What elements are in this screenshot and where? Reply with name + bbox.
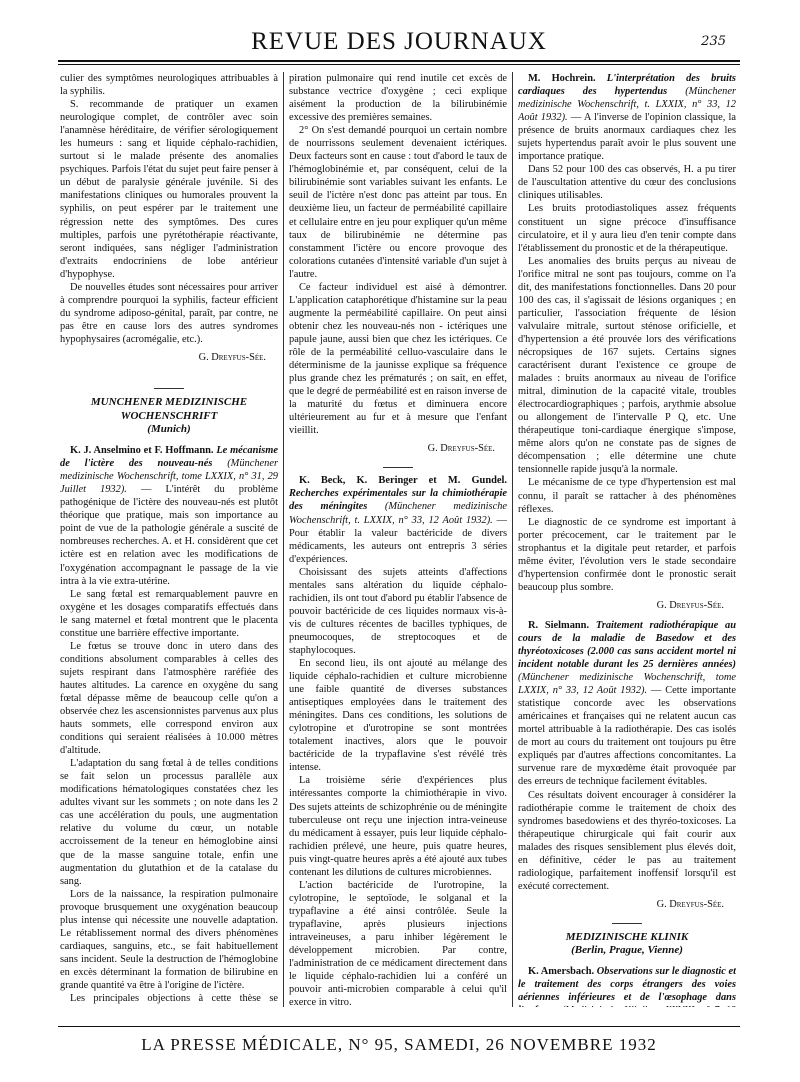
article-title: Recherches expérimentales sur la chimiothérapie des méningites <box>289 488 507 513</box>
signature: G. Dreyfus-Sée. <box>427 443 495 455</box>
article-reference: (Münchener medizinische Wochenschrift, t. LXXIX, n° 33, 12 Août 1932). <box>518 86 736 124</box>
paragraph: Les bruits protodiastoliques assez fréquents constituent un signe précoce d'insuffisance circulatoire, et il y aura lieu d'en tenir compte dans l'établissement du pronostic et de la thérapeutique. <box>518 203 736 254</box>
paragraph: Le diagnostic de ce syndrome est important à porter précocement, car le traitement par le strophantus et la digitale peut retarder, et parfois même éviter, l'évolution vers le stade secondaire d'hypertension confirmée dont le pronostic serait beaucoup plus sombre. <box>518 516 736 593</box>
footer-rule <box>58 1026 740 1027</box>
article-head <box>518 965 736 1007</box>
page-footer: LA PRESSE MÉDICALE, N° 95, SAMEDI, 26 NOVEMBRE 1932 <box>141 1035 657 1054</box>
signature: G. Dreyfus-Sée. <box>656 898 724 910</box>
journal-city: (Berlin, Prague, Vienne) <box>571 943 683 956</box>
article-text: — L'intérêt du problème pathogénique de l'ictère des nouveau-nés est plutôt théorique que pratique, mais son importance au point de vue de la pathologie générale a suscité de nombreuses recherches. A. et H. considèrent que cet ictère est en relation avec les modifications de l'oxygénation accompagnant le passage de la vie intra à la vie extra-utérine. <box>60 484 278 587</box>
paragraph: L'adaptation du sang fœtal à de telles conditions se fait selon un processus parallèle aux modifications hématologiques constatées chez les adultes vivant sur les sommets ; on note dans les 2 cas une accélération du pouls, une augmentation relative du volume du cœur, un notable accroissement de la teneur en hémoglobine ainsi que de la masse sanguine totale, enfin une augmentation du glutathion et de la catalase du sang. <box>60 758 278 887</box>
separator <box>154 388 184 389</box>
paragraph: culier des symptômes neurologiques attribuables à la syphilis. <box>60 73 278 98</box>
article-title: Le mécanisme de l'ictère des nouveau-nés <box>60 445 278 470</box>
paragraph: De nouvelles études sont nécessaires pour arriver à comprendre pourquoi la syphilis, facteur efficient du syndrome adiposo-génital, paraît, par contre, ne pas être en cause lors des autres syndromes hypophysaires (acromégalie, etc.). <box>60 281 278 345</box>
separator <box>383 467 413 468</box>
column-divider <box>512 72 513 1007</box>
column-middle <box>289 72 507 1007</box>
article-title: Observations sur le diagnostic et le traitement des corps étrangers des voies aériennes inférieures et de l'œsophage dans <box>518 966 736 1004</box>
page-number: 235 <box>701 34 726 49</box>
article-text: — Cette importante statistique concorde avec les observations américaines et françaises qui ne relatent aucun cas mortel attribuable à la radiothérapie. Des cas isolés de mort au cours du traitement ont toujours pu être expliqués par d'autres affections concomitantes. La survenue rare de myxœdème était provoquée par des erreurs de technique facilement évitables. <box>518 685 736 788</box>
article-authors: R. Sielmann. <box>528 619 590 631</box>
article-head <box>60 444 278 588</box>
paragraph: Choisissant des sujets atteints d'affections mentales sans altération du liquide céphalo-rachidien, ils ont tout d'abord pu établir l'absence de pouvoir bactéricide de ces liquides normaux vis-à-vis de cultures récentes de bacilles typhiques, de pneumocoques, de streptocoques et de staphylocoques. <box>289 566 507 656</box>
paragraph: Dans 52 pour 100 des cas observés, H. a pu tirer de l'auscultation attentive du cœur des conclusions cliniques utilisables. <box>518 164 736 202</box>
article-title: Traitement radiothérapique au cours de la maladie de Basedow et des thyréotoxicoses (2.000 cas sans accident mortel ni incident notable durant les 25 dernières années) <box>518 619 736 671</box>
paragraph: 2° On s'est demandé pourquoi un certain nombre de nourrissons seulement devenaient ictériques. Deux facteurs sont en cause : tout d'abord le taux de l'hémoglobinémie et, par conséquent, celui de la bilirubinémie sont variables suivant les enfants. Le seuil de l'ictère n'est donc pas atteint par tous. En deuxième lieu, un facteur de perméabilité capillaire et cellulaire entre en jeu pour expliquer qu'un même taux de bilirubinémie ne détermine pas constamment l'ictère ou encore provoque des colorations cutanées d'intensité variable d'un sujet à l'autre. <box>289 125 507 280</box>
article-head <box>289 474 507 565</box>
header-rule <box>58 60 740 62</box>
journal-heading: MEDIZINISCHE KLINIK <box>565 930 689 943</box>
paragraph: En second lieu, ils ont ajouté au mélange des liquide céphalo-rachidien et culture microbienne une faible quantité de diverses substances antiseptiques employées dans le traitement des méningites. Dans ces conditions, les solutions de cylotropine et d'urotropine se sont montrées totalement inactives, alors que le pouvoir bactéricide de la trypaflavine s'est révélé très intense. <box>289 658 507 774</box>
paragraph: Le mécanisme de ce type d'hypertension est mal connu, il paraît se rattacher à des phénomènes réflexes. <box>518 477 736 515</box>
journal-heading: MUNCHENER MEDIZINISCHE WOCHENSCHRIFT <box>90 396 248 423</box>
paragraph: La troisième série d'expériences plus intéressantes comporte la chimiothérapie in vivo. Des sujets atteints de schizophrénie ou de méningite tuberculeuse ont reçu une injection intra-veineuse du médicament à essayer, puis leur liquide céphalo-rachidien prélevé, une heure, puis quatre heures, puis vingt-quatre heures après a été ajouté aux tubes contenant les dilutions de cultures microbiennes. <box>289 775 507 878</box>
paragraph: Les principales objections à cette thèse se <box>70 993 278 1005</box>
signature: G. Dreyfus-Sée. <box>198 351 266 363</box>
paragraph: L'action bactéricide de l'urotropine, la cylotropine, le septoïode, le solganal et la trypaflavine a été ainsi contrôlée. Seule la trypaflavine, après plusieurs injections intraveineuses, a paru inhiber légèrement le développement microbien. Par contre, l'administration de ce médicament directement dans le liquide céphalo-rachidien lui a conféré un pouvoir anti-microbien comparable à celui qu'il exerce in vitro. <box>289 879 507 1007</box>
article-authors: K. Beck, K. Beringer et M. Gundel. <box>299 475 507 487</box>
page-header <box>58 26 740 58</box>
paragraph: Lors de la naissance, la respiration pulmonaire provoque brusquement une oxygénation beaucoup plus intense qui nécessite une nouvelle adaptation. Le rétablissement normal des divers phénomènes cardiaques, sanguins, etc., se fait habituellement sans incident. Seule la destruction de l'hémoglobine en excès déterminant la formation de bilirubine en grande quantité va être à l'origine de l'ictère. <box>60 888 278 991</box>
paragraph: piration pulmonaire qui rend inutile cet excès de substance vectrice d'oxygène ; ceci explique aisément la production de la bilirubinémie excessive des premières semaines. <box>289 73 507 124</box>
signature: G. Dreyfus-Sée. <box>656 599 724 611</box>
separator <box>612 923 642 924</box>
paragraph: S. recommande de pratiquer un examen neurologique complet, de contrôler avec soin l'anamnèse héréditaire, de vérifier sérologiquement les humeurs : sang et liquide céphalo-rachidien, surtout si le malade présente des anomalies psychiques. Parfois l'état du sujet peut faire penser à un début de paralysie générale juvénile. Si des manifestations cliniques ou humorales prouvent la syphilis, on peut espérer par le traitement une régression nette des symptômes. Des cures multiples, parfois une pyrétothérapie réactivante, seront indiquées, sans négliger l'administration d'extraits endocriniens de lobe antérieur d'hypophyse. <box>60 99 278 280</box>
journal-city: (Munich) <box>147 423 191 436</box>
running-title: REVUE DES JOURNAUX <box>251 28 547 55</box>
article-text: — Pour établir la valeur bactéricide de divers médicaments, les auteurs ont entrepris 3 séries d'expériences. <box>289 514 507 565</box>
article-head <box>518 72 736 163</box>
paragraph: Le fœtus se trouve donc in utero dans des conditions absolument comparables à celles des sujets respirant dans l'atmosphère raréfiée des hautes altitudes. La carence en oxygène du sang fœtal dépasse même de beaucoup celle qu'on a observée chez les ascensionnistes parvenus aux plus hauts sommets, elle correspond environ aux conditions qui seraient réalisées à 10.000 mètres d'altitude. <box>60 640 278 757</box>
article-reference: (Münchener medizinische Wochenschrift, t. LXXIX, n° 33, 12 Août 1932). <box>289 501 507 526</box>
article-reference: (Münchener medizinische Wochenschrift, tome LXXIX, n° 33, 12 Août 1932). <box>518 672 736 697</box>
header-rule-thin <box>58 64 740 65</box>
column-divider <box>283 72 284 1007</box>
article-authors: K. J. Anselmino et F. Hoffmann. <box>70 445 214 457</box>
article-text: — A l'inverse de l'opinion classique, la présence de bruits anormaux cardiaques chez les sujets hypertendus paraît avoir le plus souvent une importance pratique. <box>518 112 736 163</box>
article-title: L'interprétation des bruits cardiaques des hypertendus <box>518 73 736 98</box>
paragraph: Les anomalies des bruits perçus au niveau de l'orifice mitral ne sont pas toujours, comme on l'a dit, des manifestations fonctionnelles. Dans 20 pour 100 des cas, il s'agissait de lésions organiques ; en particulier, l'association fréquente de lésion valvulaire mitrale, surtout sténose orificielle, et d'hypertension a été prouvée lors des vérifications nécropsiques de 167 sujets. Certains signes caractérisent durant l'existence ce groupe de malades : bruits anormaux au niveau de l'orifice mitral, diminution de la capacité vitale, troubles électrocardiographiques ; parfois, arythmie absolue ou allongement de l'intervalle P Q, etc. Une thérapeutique toni-cardiaque énergique s'impose, même alors qu'on ne constate pas de signes de décompensation ; elle détermine une chute tensionnelle rapide jusqu'à la normale. <box>518 255 736 476</box>
paragraph: Ces résultats doivent encourager à considérer la radiothérapie comme le traitement de choix des syndromes basedowiens et des thyréo-toxicoses. La thérapeutique chirurgicale qui fait courir aux malades des risques sensiblement plus élevés doit, en définitive, céder le pas au traitement radiologique, parfaitement inoffensif lorsqu'il est exécuté correctement. <box>518 789 736 892</box>
article-authors: K. Amersbach. <box>528 966 595 977</box>
paragraph: Le sang fœtal est remarquablement pauvre en oxygène et les dosages comparatifs effectués dans le sang maternel et fœtal montrent que le placenta constitue une barrière effective importante. <box>60 588 278 639</box>
article-head <box>518 619 736 789</box>
column-left <box>60 72 278 1007</box>
paragraph: Ce facteur individuel est aisé à démontrer. L'application cataphorétique d'histamine sur la peau augmente la perméabilité capillaire. On peut ainsi obtenir chez les nouveau-nés non - ictériques une papule jaune, aussi bien que chez les ictériques. Ce rôle de la perméabilité celluo-vasculaire dans le déterminisme de la jaunisse explique sa fréquence plus grande chez les prématurés ; on sait, en effet, que le degré de perméabilité est en raison inverse de la maturité du fœtus et diminuera encore ultérieurement au fur et à mesure que l'enfant vieillit. <box>289 281 507 437</box>
article-authors: M. Hochrein. <box>528 73 596 84</box>
article-reference: (Münchener medizinische Wochenschrift, tome LXXIX, n° 31, 29 Juillet 1932). <box>60 458 278 496</box>
column-right <box>518 72 736 1007</box>
